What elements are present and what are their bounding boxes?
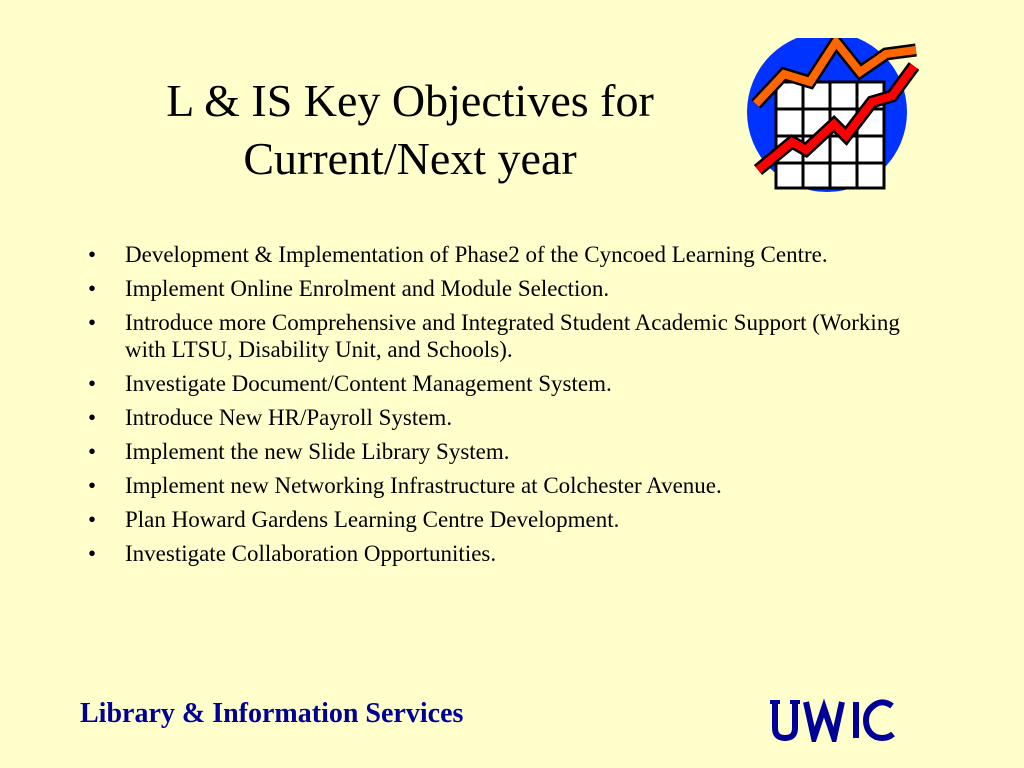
list-item: • Plan Howard Gardens Learning Centre Development. bbox=[88, 506, 938, 533]
list-item: • Investigate Collaboration Opportunities. bbox=[88, 540, 938, 567]
list-item: • Investigate Document/Content Management System. bbox=[88, 370, 938, 397]
slide-title bbox=[60, 72, 760, 188]
footer-department: Library & Information Services bbox=[80, 698, 464, 729]
rising-line-chart-icon bbox=[742, 38, 924, 194]
list-item: • Development & Implementation of Phase2 of the Cyncoed Learning Centre. bbox=[88, 241, 938, 268]
title-line-2: Current/Next year bbox=[243, 133, 577, 184]
list-item: • Implement the new Slide Library System. bbox=[88, 438, 938, 465]
title-line-1: L & IS Key Objectives for bbox=[166, 75, 654, 126]
list-item: • Introduce more Comprehensive and Integrated Student Academic Support (Working with LTSU, Disability Unit, and Schools). bbox=[88, 309, 938, 363]
list-item: • Implement Online Enrolment and Module Selection. bbox=[88, 275, 938, 302]
list-item: • Implement new Networking Infrastructure at Colchester Avenue. bbox=[88, 472, 938, 499]
uwic-logo bbox=[770, 698, 950, 742]
objectives-list bbox=[88, 241, 938, 574]
list-item: • Introduce New HR/Payroll System. bbox=[88, 404, 938, 431]
